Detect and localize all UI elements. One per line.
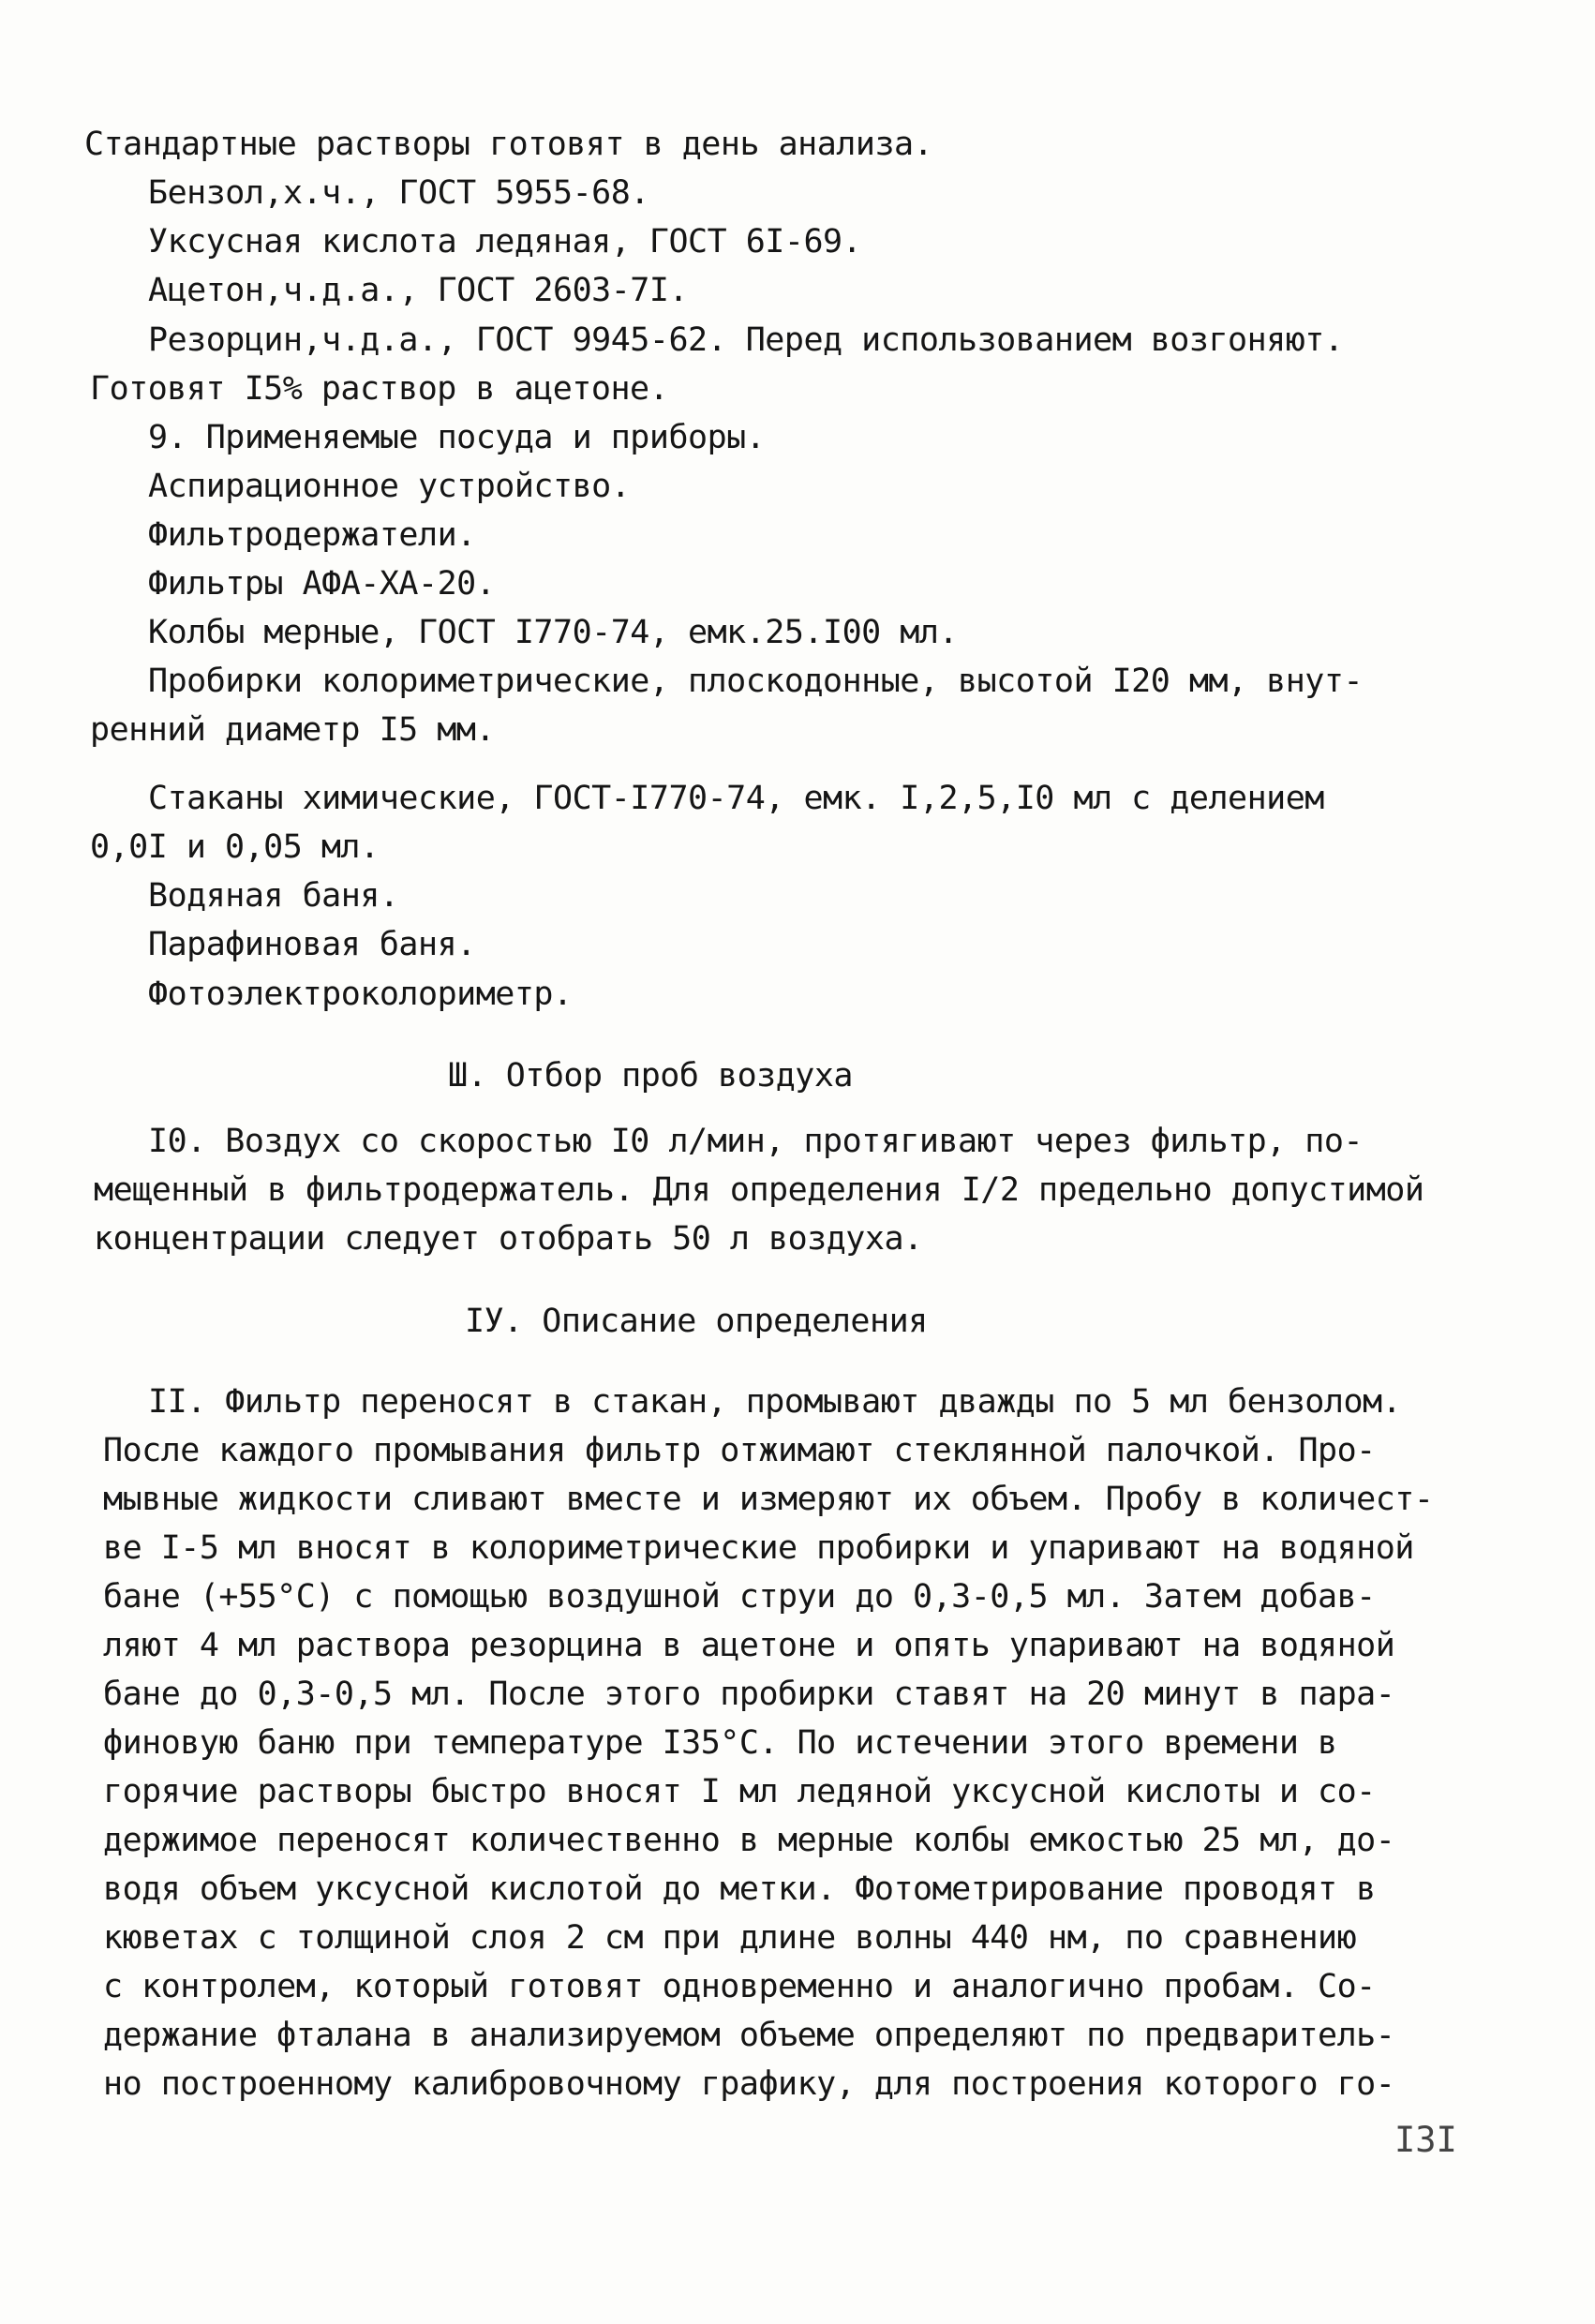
text-line: Аспирационное устройство.	[148, 468, 631, 505]
text-line: горячие растворы быстро вносят I мл ледяной уксусной кислоты и со-	[103, 1773, 1376, 1810]
text-line: мывные жидкости сливают вместе и измеряют их объем. Пробу в количест-	[103, 1481, 1434, 1518]
text-line: 9. Применяемые посуда и приборы.	[148, 419, 766, 456]
text-line: Фильтры АФА-ХА-20.	[148, 565, 496, 603]
text-line: Ацетон,ч.д.а., ГОСТ 2603-7I.	[148, 272, 689, 309]
text-line: Фотоэлектроколориметр.	[148, 976, 573, 1013]
text-line: водя объем уксусной кислотой до метки. Фотометрирование проводят в	[103, 1870, 1376, 1908]
text-line: финовую баню при температуре I35°С. По истечении этого времени в	[103, 1724, 1337, 1762]
text-line: концентрации следует отобрать 50 л воздуха.	[94, 1220, 923, 1258]
text-line: 0,0I и 0,05 мл.	[90, 828, 380, 866]
text-line: II. Фильтр переносят в стакан, промывают дважды по 5 мл бензолом.	[148, 1383, 1402, 1421]
section-heading: IУ. Описание определения	[465, 1303, 928, 1340]
page-number: I3I	[1394, 2120, 1457, 2160]
text-line: ве I-5 мл вносят в колориметрические пробирки и упаривают на водяной	[103, 1529, 1414, 1567]
text-line: держание фталана в анализируемом объеме определяют по предваритель-	[103, 2017, 1395, 2054]
section-heading: Ш. Отбор проб воздуха	[448, 1057, 854, 1095]
text-line: Парафиновая баня.	[148, 926, 476, 963]
text-line: Уксусная кислота ледяная, ГОСТ 6I-69.	[148, 223, 862, 261]
text-line: кюветах с толщиной слоя 2 см при длине волны 440 нм, по сравнению	[103, 1919, 1357, 1957]
text-line: Готовят I5% раствор в ацетоне.	[90, 370, 669, 408]
text-line: бане (+55°С) с помощью воздушной струи до 0,3-0,5 мл. Затем добав-	[103, 1578, 1376, 1616]
text-line: но построенному калибровочному графику, для построения которого го-	[103, 2065, 1395, 2103]
text-line: Фильтродержатели.	[148, 516, 476, 554]
text-line: Стандартные растворы готовят в день анализа.	[84, 126, 933, 163]
text-line: Бензол,х.ч., ГОСТ 5955-68.	[148, 174, 649, 212]
text-line: Пробирки колориметрические, плоскодонные, высотой I20 мм, внут-	[148, 663, 1364, 700]
text-line: Колбы мерные, ГОСТ I770-74, емк.25.I00 мл.	[148, 614, 959, 651]
text-line: держимое переносят количественно в мерные колбы емкостью 25 мл, до-	[103, 1822, 1395, 1859]
text-line: бане до 0,3-0,5 мл. После этого пробирки ставят на 20 минут в пара-	[103, 1676, 1395, 1713]
text-line: Водяная баня.	[148, 877, 399, 915]
text-line: I0. Воздух со скоростью I0 л/мин, протягивают через фильтр, по-	[148, 1123, 1364, 1160]
text-line: Резорцин,ч.д.а., ГОСТ 9945-62. Перед использованием возгоняют.	[148, 321, 1344, 359]
text-line: Стаканы химические, ГОСТ-I770-74, емк. I,2,5,I0 мл с делением	[148, 780, 1324, 817]
text-line: мещенный в фильтродержатель. Для определения I/2 предельно допустимой	[94, 1171, 1424, 1209]
text-line: с контролем, который готовят одновременно и аналогично пробам. Со-	[103, 1968, 1376, 2005]
text-line: После каждого промывания фильтр отжимают стеклянной палочкой. Про-	[103, 1432, 1376, 1469]
text-line: ренний диаметр I5 мм.	[90, 711, 496, 749]
text-line: ляют 4 мл раствора резорцина в ацетоне и опять упаривают на водяной	[103, 1627, 1395, 1664]
